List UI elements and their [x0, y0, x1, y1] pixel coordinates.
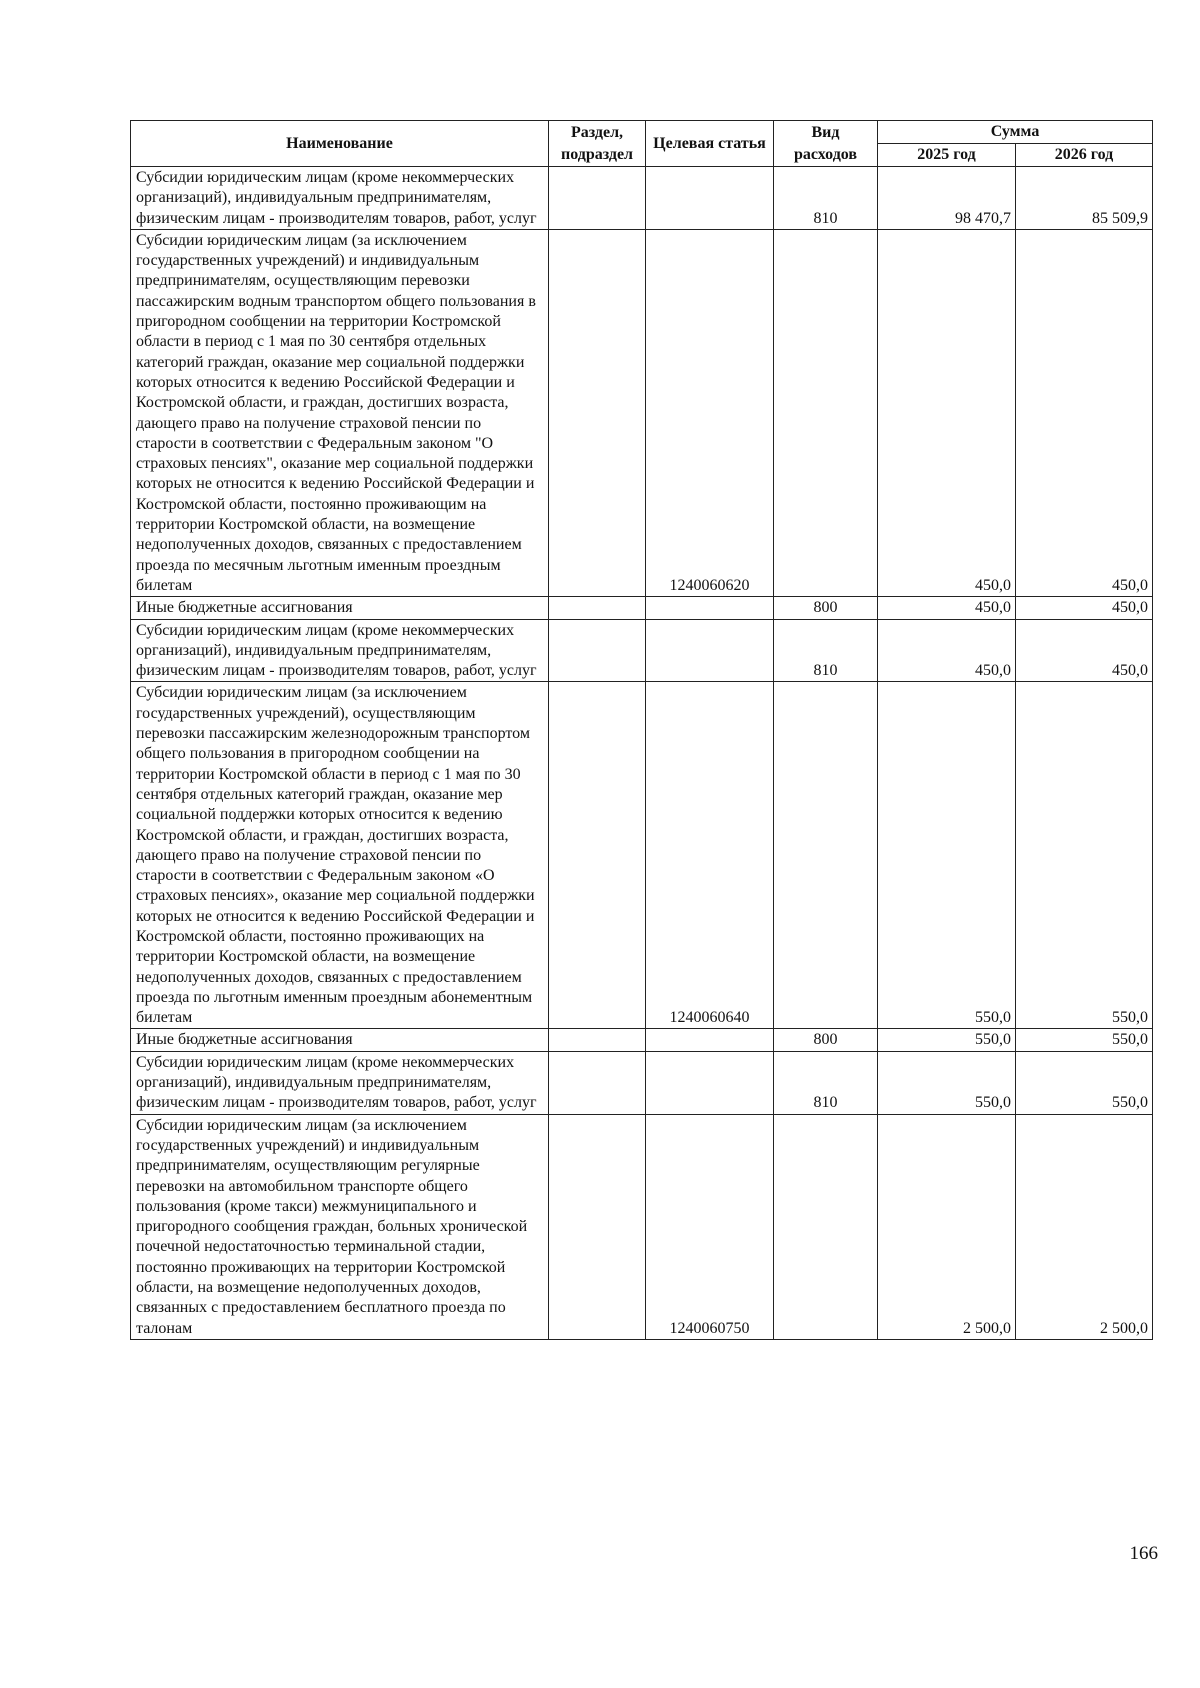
header-section: Раздел, подраздел [549, 121, 646, 167]
row-section [549, 619, 646, 682]
row-target [646, 1029, 774, 1051]
row-sum-2026: 450,0 [1016, 229, 1153, 596]
row-name: Субсидии юридическим лицам (за исключением государственных учреждений), осуществляющим перевозки пассажирским железнодорожным транспортом общего пользования в пригородном сообщении на территории Костромской области в период с 1 мая по 30 сентября отдельных категорий граждан, оказание мер социальной поддержки которых относится к ведению Костромской области, и граждан, достигших возраста, дающего право на получение страховой пенсии по старости в соответствии с Федеральным законом «О страховых пенсиях», оказание мер социальной поддержки которых не относится к ведению Российской Федерации и Костромской области, постоянно проживающих на территории Костромской области, на возмещение недополученных доходов, связанных с предоставлением проезда по льготным именным проездным абонементным билетам [131, 682, 549, 1029]
row-sum-2026: 550,0 [1016, 1029, 1153, 1051]
row-target: 1240060620 [646, 229, 774, 596]
header-target: Целевая статья [646, 121, 774, 167]
row-name: Субсидии юридическим лицам (кроме некоммерческих организаций), индивидуальным предпринимателям, физическим лицам - производителям товаров, работ, услуг [131, 619, 549, 682]
table-row [131, 619, 1153, 682]
row-sum-2026: 2 500,0 [1016, 1114, 1153, 1339]
table-row [131, 682, 1153, 1029]
row-kind [774, 229, 878, 596]
row-kind [774, 1114, 878, 1339]
row-section [549, 167, 646, 230]
row-section [549, 1029, 646, 1051]
header-kind: Вид расходов [774, 121, 878, 167]
row-section [549, 1114, 646, 1339]
row-target: 1240060640 [646, 682, 774, 1029]
table-row [131, 1051, 1153, 1114]
row-name: Субсидии юридическим лицам (за исключением государственных учреждений) и индивидуальным предпринимателям, осуществляющим регулярные перевозки на автомобильном транспорте общего пользования (кроме такси) межмуниципального и пригородного сообщения граждан, больных хронической почечной недостаточностью терминальной стадии, постоянно проживающих на территории Костромской области, на возмещение недополученных доходов, связанных с предоставлением бесплатного проезда по талонам [131, 1114, 549, 1339]
row-sum-2026: 550,0 [1016, 1051, 1153, 1114]
row-kind: 810 [774, 1051, 878, 1114]
row-section [549, 229, 646, 596]
row-name: Иные бюджетные ассигнования [131, 597, 549, 619]
row-name: Субсидии юридическим лицам (кроме некоммерческих организаций), индивидуальным предпринимателям, физическим лицам - производителям товаров, работ, услуг [131, 1051, 549, 1114]
row-sum-2026: 450,0 [1016, 619, 1153, 682]
table-row [131, 229, 1153, 596]
row-target [646, 1051, 774, 1114]
row-kind [774, 682, 878, 1029]
row-sum-2025: 550,0 [878, 1051, 1016, 1114]
row-sum-2025: 2 500,0 [878, 1114, 1016, 1339]
row-name: Субсидии юридическим лицам (за исключением государственных учреждений) и индивидуальным предпринимателям, осуществляющим перевозки пассажирским водным транспортом общего пользования в пригородном сообщении на территории Костромской области в период с 1 мая по 30 сентября отдельных категорий граждан, оказание мер социальной поддержки которых относится к ведению Российской Федерации и Костромской области, и граждан, достигших возраста, дающего право на получение страховой пенсии по старости в соответствии с Федеральным законом "О страховых пенсиях", оказание мер социальной поддержки которых не относится к ведению Российской Федерации и Костромской области, постоянно проживающим на территории Костромской области, на возмещение недополученных доходов, связанных с предоставлением проезда по месячным льготным именным проездным билетам [131, 229, 549, 596]
row-section [549, 1051, 646, 1114]
row-name: Иные бюджетные ассигнования [131, 1029, 549, 1051]
row-section [549, 597, 646, 619]
row-sum-2026: 450,0 [1016, 597, 1153, 619]
header-year-2025: 2025 год [878, 144, 1016, 167]
row-target: 1240060750 [646, 1114, 774, 1339]
table-row [131, 597, 1153, 619]
row-sum-2025: 550,0 [878, 1029, 1016, 1051]
row-kind: 800 [774, 597, 878, 619]
row-kind: 810 [774, 167, 878, 230]
row-kind: 810 [774, 619, 878, 682]
row-sum-2025: 450,0 [878, 597, 1016, 619]
row-sum-2025: 450,0 [878, 229, 1016, 596]
row-section [549, 682, 646, 1029]
table-row [131, 1029, 1153, 1051]
row-sum-2025: 550,0 [878, 682, 1016, 1029]
row-target [646, 167, 774, 230]
header-name: Наименование [131, 121, 549, 167]
table-row [131, 1114, 1153, 1339]
page-number: 166 [1129, 1543, 1158, 1564]
header-year-2026: 2026 год [1016, 144, 1153, 167]
row-kind: 800 [774, 1029, 878, 1051]
budget-table [130, 120, 1153, 1340]
row-name: Субсидии юридическим лицам (кроме некоммерческих организаций), индивидуальным предпринимателям, физическим лицам - производителям товаров, работ, услуг [131, 167, 549, 230]
header-sum: Сумма [878, 121, 1153, 144]
row-sum-2026: 550,0 [1016, 682, 1153, 1029]
row-target [646, 597, 774, 619]
row-target [646, 619, 774, 682]
table-row [131, 167, 1153, 230]
row-sum-2025: 450,0 [878, 619, 1016, 682]
row-sum-2026: 85 509,9 [1016, 167, 1153, 230]
row-sum-2025: 98 470,7 [878, 167, 1016, 230]
